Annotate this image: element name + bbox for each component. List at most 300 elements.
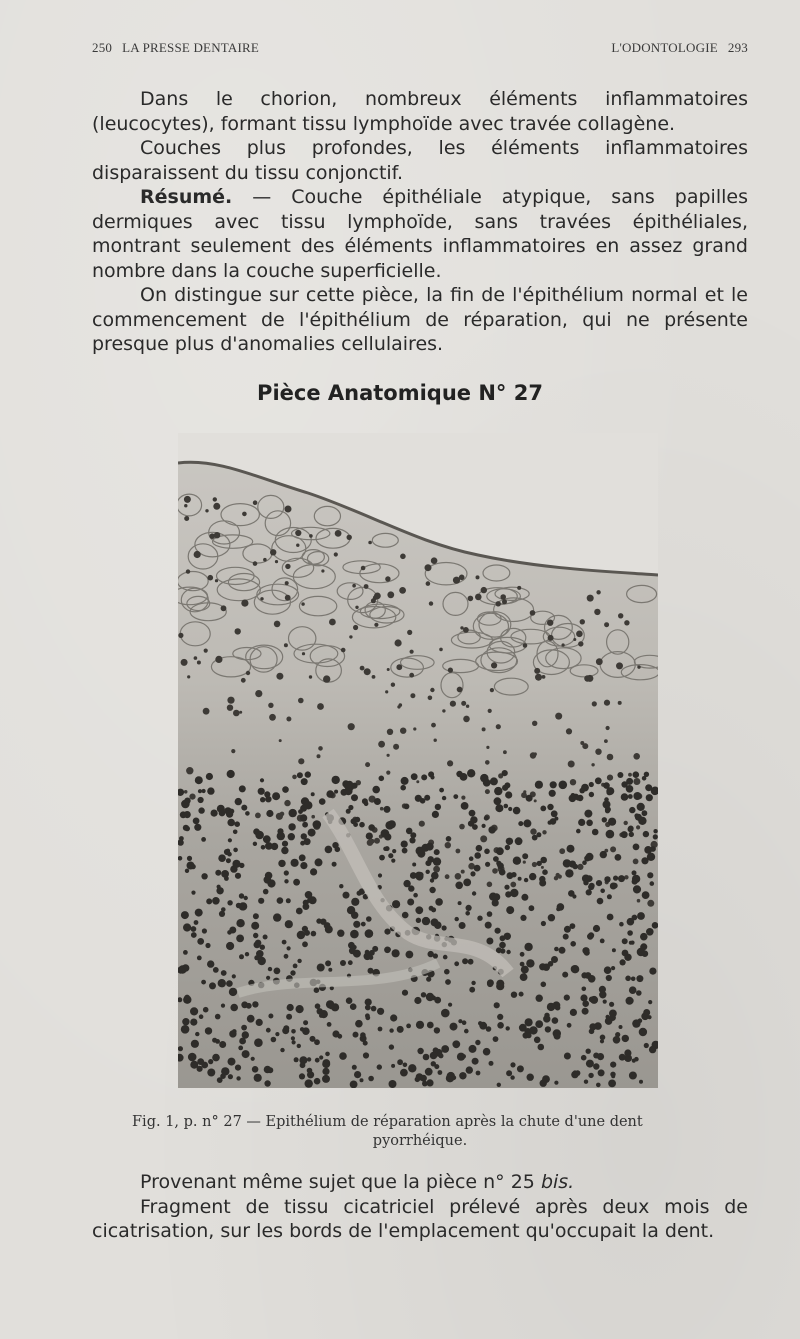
lymphocyte-nucleus [647,1015,651,1019]
cell-nucleus [534,799,537,802]
lymphocyte-nucleus [541,921,546,926]
lymphocyte-nucleus [401,841,408,848]
lymphocyte-nucleus [518,821,523,826]
lymphocyte-nucleus [497,1014,503,1020]
lymphocyte-nucleus [604,876,610,882]
lymphocyte-nucleus [444,969,450,975]
lymphocyte-nucleus [351,912,358,919]
lymphocyte-nucleus [353,950,361,958]
lymphocyte-nucleus [350,1081,358,1089]
cell-nucleus [204,649,208,653]
lymphocyte-nucleus [607,914,614,921]
lymphocyte-nucleus [408,885,414,891]
lymphocyte-nucleus [559,781,568,790]
cell-nucleus [488,709,492,713]
lymphocyte-nucleus [252,1066,259,1073]
lymphocyte-nucleus [552,1017,559,1024]
cell-nucleus [296,544,299,547]
resume-label: Résumé. [140,186,233,208]
lymphocyte-nucleus [485,862,490,867]
lymphocyte-nucleus [332,776,340,784]
cell-nucleus [349,635,352,638]
lymphocyte-nucleus [301,833,307,839]
cell-nucleus [263,558,267,562]
lymphocyte-nucleus [510,889,518,897]
lymphocyte-nucleus [588,1073,593,1078]
lymphocyte-nucleus [181,911,189,919]
lymphocyte-nucleus [415,1077,420,1082]
lymphocyte-nucleus [515,837,523,845]
paragraph-provenant: Provenant même sujet que la pièce n° 25 bis. [140,1171,575,1193]
figure-caption [120,1113,720,1151]
lymphocyte-nucleus [188,1053,197,1062]
lymphocyte-nucleus [281,847,288,854]
lymphocyte-nucleus [282,940,287,945]
lymphocyte-nucleus [489,1061,494,1066]
lymphocyte-nucleus [300,814,307,821]
lymphocyte-nucleus [328,968,332,972]
lymphocyte-nucleus [384,947,391,954]
lymphocyte-nucleus [236,1076,240,1080]
cell-nucleus [285,506,292,513]
cell-nucleus [419,821,425,827]
lymphocyte-nucleus [461,1054,466,1059]
lymphocyte-nucleus [455,917,459,921]
lymphocyte-nucleus [441,1009,450,1018]
lymphocyte-nucleus [307,1068,313,1074]
lymphocyte-nucleus [253,933,258,938]
lymphocyte-nucleus [191,926,197,932]
lymphocyte-nucleus [540,1080,547,1087]
lymphocyte-nucleus [442,796,446,800]
paragraph-fragment: Fragment de tissu cicatriciel prélevé après deux mois de cicatrisation, sur les bords de l'emplacement qu'occupait la dent. [92,1195,748,1242]
cell-nucleus [633,753,640,760]
lymphocyte-nucleus [299,854,306,861]
lymphocyte-nucleus [627,918,635,926]
cell-nucleus [428,696,433,701]
lymphocyte-nucleus [608,818,616,826]
lymphocyte-nucleus [466,1066,473,1073]
lymphocyte-nucleus [226,858,231,863]
lymphocyte-nucleus [205,943,210,948]
cell-nucleus [214,532,220,538]
lymphocyte-nucleus [469,1045,477,1053]
lymphocyte-nucleus [282,1027,289,1034]
paragraph-chorion: Dans le chorion, nombreux éléments inflammatoires (leucocytes), formant tissu lymphoïde avec travée collagène. [92,88,748,135]
lymphocyte-nucleus [388,820,396,828]
lymphocyte-nucleus [363,1052,369,1058]
lymphocyte-nucleus [254,1074,262,1082]
lymphocyte-nucleus [220,982,225,987]
lymphocyte-nucleus [606,830,615,839]
cell-nucleus [286,717,291,722]
lymphocyte-nucleus [564,1053,571,1060]
cell-nucleus [410,693,415,698]
lymphocyte-nucleus [535,781,543,789]
lymphocyte-nucleus [484,816,489,821]
cell-nucleus [395,639,402,646]
lymphocyte-nucleus [287,1004,294,1011]
lymphocyte-nucleus [388,853,393,858]
lymphocyte-nucleus [505,791,512,798]
cell-nucleus [578,641,583,646]
lymphocyte-nucleus [273,913,281,921]
lymphocyte-nucleus [229,988,237,996]
cell-nucleus [309,534,313,538]
lymphocyte-nucleus [263,835,271,843]
cell-nucleus [535,674,542,681]
lymphocyte-nucleus [271,1037,277,1043]
cell-nucleus [268,703,273,708]
cell-nucleus [637,899,641,903]
lymphocyte-nucleus [619,1025,623,1029]
lymphocyte-nucleus [484,849,490,855]
lymphocyte-nucleus [525,1018,533,1026]
cell-nucleus [633,859,639,865]
cell-nucleus [447,760,453,766]
cell-nucleus [461,796,465,800]
lymphocyte-nucleus [353,822,358,827]
cell-nucleus [235,628,241,634]
lymphocyte-nucleus [425,1068,433,1076]
cell-nucleus [530,828,536,834]
lymphocyte-nucleus [609,1014,616,1021]
lymphocyte-nucleus [586,889,592,895]
lymphocyte-nucleus [267,1067,273,1073]
cell-nucleus [194,656,198,660]
lymphocyte-nucleus [539,876,545,882]
lymphocyte-nucleus [632,879,638,885]
lymphocyte-nucleus [187,856,192,861]
lymphocyte-nucleus [207,1069,215,1077]
lymphocyte-nucleus [266,1028,271,1033]
lymphocyte-nucleus [606,975,612,981]
lymphocyte-nucleus [198,807,204,813]
lymphocyte-nucleus [641,857,648,864]
lymphocyte-nucleus [462,1020,467,1025]
lymphocyte-nucleus [317,964,325,972]
lymphocyte-nucleus [548,820,552,824]
lymphocyte-nucleus [523,819,531,827]
cell-nucleus [400,554,406,560]
lymphocyte-nucleus [274,968,281,975]
lymphocyte-nucleus [346,997,353,1004]
lymphocyte-nucleus [519,992,524,997]
lymphocyte-nucleus [588,975,596,983]
lymphocyte-nucleus [346,781,353,788]
lymphocyte-nucleus [337,930,344,937]
lymphocyte-nucleus [642,950,649,957]
lymphocyte-nucleus [441,1045,449,1053]
lymphocyte-nucleus [606,787,614,795]
cell-nucleus [400,728,406,734]
lymphocyte-nucleus [513,807,521,815]
lymphocyte-nucleus [480,774,488,782]
cell-nucleus [347,535,352,540]
body-text-bottom [92,1170,748,1244]
lymphocyte-nucleus [487,911,493,917]
lymphocyte-nucleus [526,959,534,967]
lymphocyte-nucleus [536,995,543,1002]
cell-nucleus [500,594,506,600]
lymphocyte-nucleus [545,1026,551,1032]
lymphocyte-nucleus [496,847,504,855]
cell-nucleus [481,587,487,593]
lymphocyte-nucleus [577,795,583,801]
cell-nucleus [457,687,463,693]
lymphocyte-nucleus [506,906,514,914]
lymphocyte-nucleus [263,935,268,940]
lymphocyte-nucleus [521,966,529,974]
lymphocyte-nucleus [233,830,238,835]
cell-nucleus [604,622,609,627]
lymphocyte-nucleus [209,982,216,989]
lymphocyte-nucleus [534,1037,541,1044]
lymphocyte-nucleus [409,837,415,843]
lymphocyte-nucleus [629,1072,637,1080]
lymphocyte-nucleus [476,845,483,852]
lymphocyte-nucleus [434,997,441,1004]
lymphocyte-nucleus [368,824,375,831]
lymphocyte-nucleus [478,1021,482,1025]
cell-nucleus [530,610,536,616]
cell-nucleus [523,643,528,648]
lymphocyte-nucleus [499,942,506,949]
lymphocyte-nucleus [412,863,416,867]
lymphocyte-nucleus [474,852,481,859]
cell-nucleus [317,754,321,758]
cell-nucleus [387,754,390,757]
lymphocyte-nucleus [303,1020,308,1025]
lymphocyte-nucleus [622,1035,629,1042]
lymphocyte-nucleus [184,995,190,1001]
lymphocyte-nucleus [234,821,240,827]
lymphocyte-nucleus [197,938,204,945]
cell-nucleus [292,775,297,780]
cell-nucleus [448,668,453,673]
lymphocyte-nucleus [433,953,438,958]
lymphocyte-nucleus [612,883,618,889]
lymphocyte-nucleus [357,891,362,896]
cell-nucleus [181,659,188,666]
lymphocyte-nucleus [241,1025,247,1031]
lymphocyte-nucleus [529,905,535,911]
lymphocyte-nucleus [520,973,528,981]
cell-nucleus [361,566,366,571]
lymphocyte-nucleus [415,906,423,914]
caption-line-2: pyorrhéique. [372,1133,468,1149]
lymphocyte-nucleus [322,1075,330,1083]
lymphocyte-nucleus [608,1080,616,1088]
lymphocyte-nucleus [646,928,654,936]
cell-nucleus [523,861,526,864]
cell-nucleus [241,678,246,683]
lymphocyte-nucleus [244,896,248,900]
lymphocyte-nucleus [496,980,504,988]
cell-nucleus [618,701,622,705]
lymphocyte-nucleus [430,1052,438,1060]
lymphocyte-nucleus [493,1036,499,1042]
cell-nucleus [475,594,482,601]
lymphocyte-nucleus [532,835,538,841]
cell-nucleus [284,800,290,806]
cell-nucleus [496,601,501,606]
cell-nucleus [334,552,338,556]
lymphocyte-nucleus [236,919,244,927]
cell-nucleus [463,716,470,723]
paragraph-resume: Résumé. — Couche épithéliale atypique, sans papilles dermiques avec tissu lymphoïde, sans travées épithéliales, montrant seulement des éléments inflammatoires en assez grand nombre dans la couche superficielle. [92,186,748,282]
lymphocyte-nucleus [420,1075,427,1082]
lymphocyte-nucleus [219,911,225,917]
lymphocyte-nucleus [624,1049,631,1056]
lymphocyte-nucleus [299,1073,305,1079]
lymphocyte-nucleus [650,881,655,886]
lymphocyte-nucleus [228,1058,236,1066]
lymphocyte-nucleus [582,1000,589,1007]
lymphocyte-nucleus [215,870,221,876]
lymphocyte-nucleus [284,879,288,883]
lymphocyte-nucleus [604,966,612,974]
cell-nucleus [413,727,416,730]
lymphocyte-nucleus [458,901,462,905]
lymphocyte-nucleus [494,797,502,805]
lymphocyte-nucleus [626,997,634,1005]
lymphocyte-nucleus [416,847,424,855]
lymphocyte-nucleus [252,1001,258,1007]
lymphocyte-nucleus [383,847,387,851]
lymphocyte-nucleus [621,781,627,787]
cell-nucleus [260,597,263,600]
lymphocyte-nucleus [348,805,353,810]
lymphocyte-nucleus [465,911,470,916]
lymphocyte-nucleus [636,990,642,996]
cell-nucleus [284,643,288,647]
cell-nucleus [445,842,451,848]
lymphocyte-nucleus [506,950,510,954]
cell-nucleus [558,875,562,879]
lymphocyte-nucleus [267,879,275,887]
lymphocyte-nucleus [191,1040,199,1048]
lymphocyte-nucleus [554,1081,558,1085]
lymphocyte-nucleus [425,860,431,866]
cell-nucleus [442,709,445,712]
lymphocyte-nucleus [272,792,280,800]
lymphocyte-nucleus [596,880,602,886]
lymphocyte-nucleus [372,786,380,794]
cell-nucleus [184,790,188,794]
lymphocyte-nucleus [190,1007,198,1015]
lymphocyte-nucleus [615,854,622,861]
cell-nucleus [380,807,384,811]
lymphocyte-nucleus [559,947,566,954]
cell-nucleus [548,635,554,641]
cell-nucleus [276,813,283,820]
lymphocyte-nucleus [311,792,315,796]
lymphocyte-nucleus [410,832,416,838]
lymphocyte-nucleus [504,804,509,809]
lymphocyte-nucleus [207,787,214,794]
lymphocyte-nucleus [254,1038,263,1047]
lymphocyte-nucleus [242,1031,249,1038]
cell-nucleus [197,661,201,665]
lymphocyte-nucleus [239,785,246,792]
cell-nucleus [647,900,654,907]
lymphocyte-nucleus [293,879,300,886]
lymphocyte-nucleus [232,860,240,868]
lymphocyte-nucleus [640,943,647,950]
lymphocyte-nucleus [305,771,311,777]
lymphocyte-nucleus [582,987,587,992]
lymphocyte-nucleus [212,1038,217,1043]
lymphocyte-nucleus [582,860,587,865]
lymphocyte-nucleus [366,833,373,840]
cell-nucleus [387,591,394,598]
lymphocyte-nucleus [529,1026,537,1034]
cell-nucleus [610,846,616,852]
lymphocyte-nucleus [340,960,346,966]
right-running-title: L'ODONTOLOGIE [611,40,718,55]
lymphocyte-nucleus [576,829,581,834]
lymphocyte-nucleus [517,1065,524,1072]
lymphocyte-nucleus [266,810,273,817]
lymphocyte-nucleus [423,1054,430,1061]
paragraph-distingue: On distingue sur cette pièce, la fin de l'épithélium normal et le commencement de l'épithélium de réparation, qui ne présente presque plus d'anomalies cellulaires. [92,284,748,355]
cell-nucleus [186,767,193,774]
lymphocyte-nucleus [629,832,634,837]
lymphocyte-nucleus [392,849,396,853]
lymphocyte-nucleus [568,890,575,897]
cell-nucleus [431,557,438,564]
cell-nucleus [568,761,575,768]
lymphocyte-nucleus [619,922,624,927]
lymphocyte-nucleus [584,1080,588,1084]
lymphocyte-nucleus [335,847,341,853]
lymphocyte-nucleus [430,878,434,882]
lymphocyte-nucleus [179,836,184,841]
lymphocyte-nucleus [497,1083,501,1087]
lymphocyte-nucleus [603,801,611,809]
caption-line-1: Fig. 1, p. n° 27 — Epithélium de réparation après la chute d'une dent [132,1114,643,1130]
lymphocyte-nucleus [224,849,230,855]
cell-nucleus [534,752,537,755]
lymphocyte-nucleus [235,873,241,879]
lymphocyte-nucleus [264,791,270,797]
left-running-title: LA PRESSE DENTAIRE [122,40,260,55]
cell-nucleus [184,496,191,503]
cell-nucleus [368,541,372,545]
lymphocyte-nucleus [432,811,439,818]
cell-nucleus [213,497,217,501]
cell-nucleus [456,849,461,854]
lymphocyte-nucleus [406,951,414,959]
lymphocyte-nucleus [297,1044,301,1048]
lymphocyte-nucleus [495,928,501,934]
lymphocyte-nucleus [551,810,558,817]
lymphocyte-nucleus [350,930,359,939]
lymphocyte-nucleus [271,843,278,850]
lymphocyte-nucleus [355,1020,363,1028]
lymphocyte-nucleus [450,1023,458,1031]
cell-nucleus [445,874,450,879]
lymphocyte-nucleus [215,1014,221,1020]
lymphocyte-nucleus [207,960,214,967]
lymphocyte-nucleus [633,771,640,778]
cell-nucleus [624,620,629,625]
lymphocyte-nucleus [282,786,289,793]
cell-nucleus [255,813,261,819]
lymphocyte-nucleus [220,1073,226,1079]
lymphocyte-nucleus [298,809,303,814]
